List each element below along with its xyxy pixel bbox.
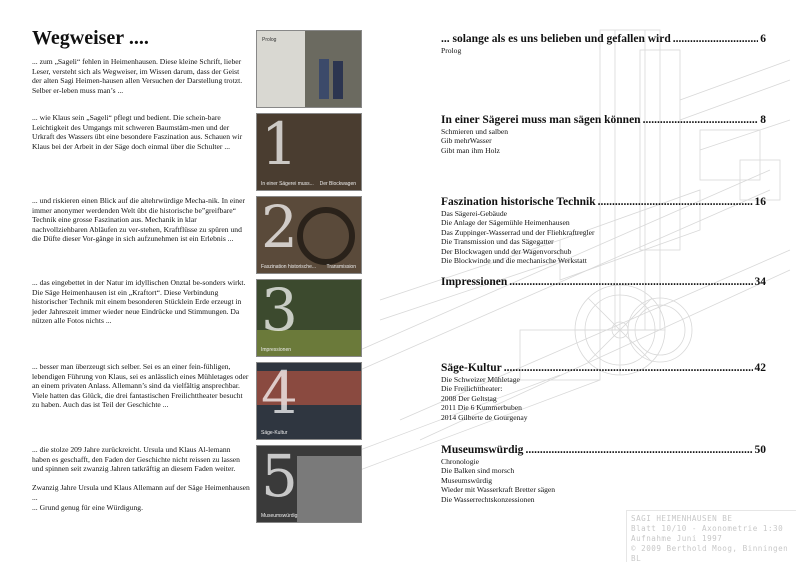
toc-item: Die Schweizer Mühletage bbox=[441, 375, 520, 384]
toc-item: Chronologie bbox=[441, 457, 479, 466]
toc-leader-dots bbox=[509, 275, 752, 289]
toc-item: Wieder mit Wasserkraft Bretter sägen bbox=[441, 485, 556, 495]
toc-item: Die Freilichttheater: bbox=[441, 384, 503, 394]
intro-paragraph-3: ... und riskieren einen Blick auf die altehrwürdige Mecha-nik. In einer immer anonymer werdenden Welt übt die historische be”greifbare“ Technik eine grosse Faszination aus. Mechanik in klar nachvollziehbaren Abläufen zu ver-stehen, Kraftflüsse zu spüren und die Düfte dieser Vor-gänge in sich aufzunehmen ist ein Erlebnis ... bbox=[32, 196, 245, 244]
toc-item: Das Zuppinger-Wasserrad und der Fliehkraftregler bbox=[441, 227, 595, 237]
thumbnail-prolog-label: Prolog bbox=[262, 37, 277, 43]
toc-section-prolog bbox=[441, 32, 766, 55]
toc-section-saege-kultur bbox=[441, 361, 766, 422]
toc-item: 2014 Gilberte de Gourgenay bbox=[441, 412, 528, 422]
thumbnail-4 bbox=[256, 362, 362, 440]
toc-section-museumswuerdig bbox=[441, 443, 766, 504]
thumbnail-5-number: 5 bbox=[261, 445, 298, 510]
toc-heading bbox=[441, 113, 766, 127]
toc-heading bbox=[441, 32, 766, 46]
thumbnail-3-caption: Impressionen bbox=[261, 347, 292, 353]
toc-item: Die Balken sind morsch bbox=[441, 466, 515, 476]
intro-paragraph-4: ... das eingebettet in der Natur im idyllischen Onztal be-sonders wirkt. Die Säge Heimenhausen ist ein „Kraftort“. Diese Verbindung historischer Technik mit einem besonderen Stücklein Erde erzeugt in jeder Jahreszeit immer wieder neue Eindrücke und Stimmungen. Da nützen alle Fotos nichts ... bbox=[32, 278, 246, 326]
intro-paragraph-1: ... zum „Sageli“ fehlen in Heimenhausen. Diese kleine Schrift, lieber Leser, versteht sich als Wegweiser, im Wissen darum, dass der Geist der alten Sagi Heimen-hausen allen Versuchen der Darstellung trotzt. Selber er-leben muss man’s ... bbox=[32, 57, 243, 95]
thumbnail-1-caption: In einer Sägerei muss... bbox=[261, 181, 314, 187]
toc-section-impressionen bbox=[441, 275, 766, 289]
toc-heading-title: ... solange als es uns belieben und gefallen wird bbox=[441, 33, 671, 45]
toc-heading bbox=[441, 443, 766, 457]
toc-page-number: 42 bbox=[754, 362, 766, 374]
toc-item: Das Sägerei-Gebäude bbox=[441, 209, 507, 218]
toc-item: Der Blockwagen undd der Wagenvorschub bbox=[441, 246, 572, 256]
thumbnail-1-caption-2: Der Blockwagen bbox=[319, 181, 356, 187]
thumbnail-4-caption: Säge-Kultur bbox=[261, 430, 288, 436]
intro-paragraph-2: ... wie Klaus sein „Sageli“ pflegt und bedient. Die schein-bare Leichtigkeit des Umgangs mit schweren Baumstäm-men und der Urkraft des Wassers übt eine besondere Faszination aus. Schauen wir Klaus bei der Arbeit in der Säge doch einmal über die Schulter ... bbox=[32, 113, 243, 151]
toc-leader-dots bbox=[504, 361, 753, 375]
toc-heading-title: Säge-Kultur bbox=[441, 362, 502, 374]
drawing-title-stamp bbox=[626, 510, 796, 562]
toc-item: Die Anlage der Sägemühle Heimenhausen bbox=[441, 218, 570, 228]
toc-item: Die Blockwinde und die mechanische Werkstatt bbox=[441, 256, 587, 266]
toc-section-saegerei bbox=[441, 113, 766, 155]
toc-item: 2011 Die 6 Kummerbuben bbox=[441, 403, 522, 413]
thumbnail-1-number: 1 bbox=[261, 113, 298, 178]
toc-item: Gib mehrWasser bbox=[441, 136, 492, 146]
toc-leader-dots bbox=[525, 443, 752, 457]
toc-section-technik bbox=[441, 195, 766, 265]
toc-page-number: 50 bbox=[754, 444, 766, 456]
toc-item: Gibt man ihm Holz bbox=[441, 145, 500, 155]
toc-item: Die Wasserrechtskonzessionen bbox=[441, 494, 535, 504]
toc-page-number: 8 bbox=[760, 114, 766, 126]
thumbnail-4-number: 4 bbox=[261, 362, 298, 427]
toc-leader-dots bbox=[673, 32, 759, 46]
toc-heading bbox=[441, 195, 766, 209]
thumbnail-5-caption: Museumswürdig bbox=[261, 513, 298, 519]
stamp-line: SAGI HEIMENHAUSEN BE bbox=[631, 514, 733, 523]
thumbnail-2-caption-2: Transmission bbox=[326, 264, 356, 270]
toc-item: Museumswürdig bbox=[441, 475, 493, 485]
thumbnail-3-number: 3 bbox=[261, 279, 298, 344]
stamp-line: © 2009 Berthold Moog, Binningen BL bbox=[631, 544, 789, 563]
thumbnail-2-caption: Faszination historische... bbox=[261, 264, 317, 270]
thumbnail-2 bbox=[256, 196, 362, 274]
thumbnail-5 bbox=[256, 445, 362, 523]
thumbnail-prolog bbox=[256, 30, 362, 108]
page-title: Wegweiser .... bbox=[32, 27, 149, 49]
stamp-line: Aufnahme Juni 1997 bbox=[631, 534, 723, 543]
toc-item: Prolog bbox=[441, 46, 462, 55]
stamp-line: Blatt 10/10 - Axonometrie 1:30 bbox=[631, 524, 784, 533]
toc-heading bbox=[441, 361, 766, 375]
thumbnail-3 bbox=[256, 279, 362, 357]
toc-item: Schmieren und salben bbox=[441, 127, 509, 136]
toc-leader-dots bbox=[643, 113, 759, 127]
toc-item: Die Transmission und das Sägegatter bbox=[441, 237, 554, 247]
thumbnail-2-number: 2 bbox=[261, 196, 298, 261]
intro-paragraph-6: ... die stolze 209 Jahre zurückreicht. Ursula und Klaus Al-lemann haben es geschafft, den Faden der Geschichte nicht reissen zu lassen und spinnen seit zwanzig Jahren tatkräftig an diesem Faden weiter. Zwanzig Jahre Ursula und Klaus Allemann auf der Säge Heimenhausen ... ... Grund genug für eine Würdigung. bbox=[32, 445, 250, 512]
intro-paragraph-5: ... besser man überzeugt sich selber. Sei es an einer fein-fühligen, lebendigen Führung von Klaus, sei es anlässlich eines Mühletages oder an einem privaten Anlass. Allemann’s sind da vielfältig ansprechbar. Viele hatten das Glück, die drei fantastischen Freilichttheater besucht zu haben. Auch das ist Teil der Geschichte ... bbox=[32, 362, 249, 410]
toc-page-number: 34 bbox=[754, 276, 766, 288]
toc-heading-title: In einer Sägerei muss man sägen können bbox=[441, 114, 641, 126]
toc-heading-title: Impressionen bbox=[441, 276, 508, 288]
toc-item: 2008 Der Geltstag bbox=[441, 393, 497, 403]
toc-heading-title: Faszination historische Technik bbox=[441, 196, 596, 208]
toc-heading-title: Museumswürdig bbox=[441, 444, 524, 456]
toc-heading bbox=[441, 275, 766, 289]
toc-page-number: 16 bbox=[754, 196, 766, 208]
toc-page-number: 6 bbox=[760, 33, 766, 45]
thumbnail-1 bbox=[256, 113, 362, 191]
toc-leader-dots bbox=[598, 195, 753, 209]
